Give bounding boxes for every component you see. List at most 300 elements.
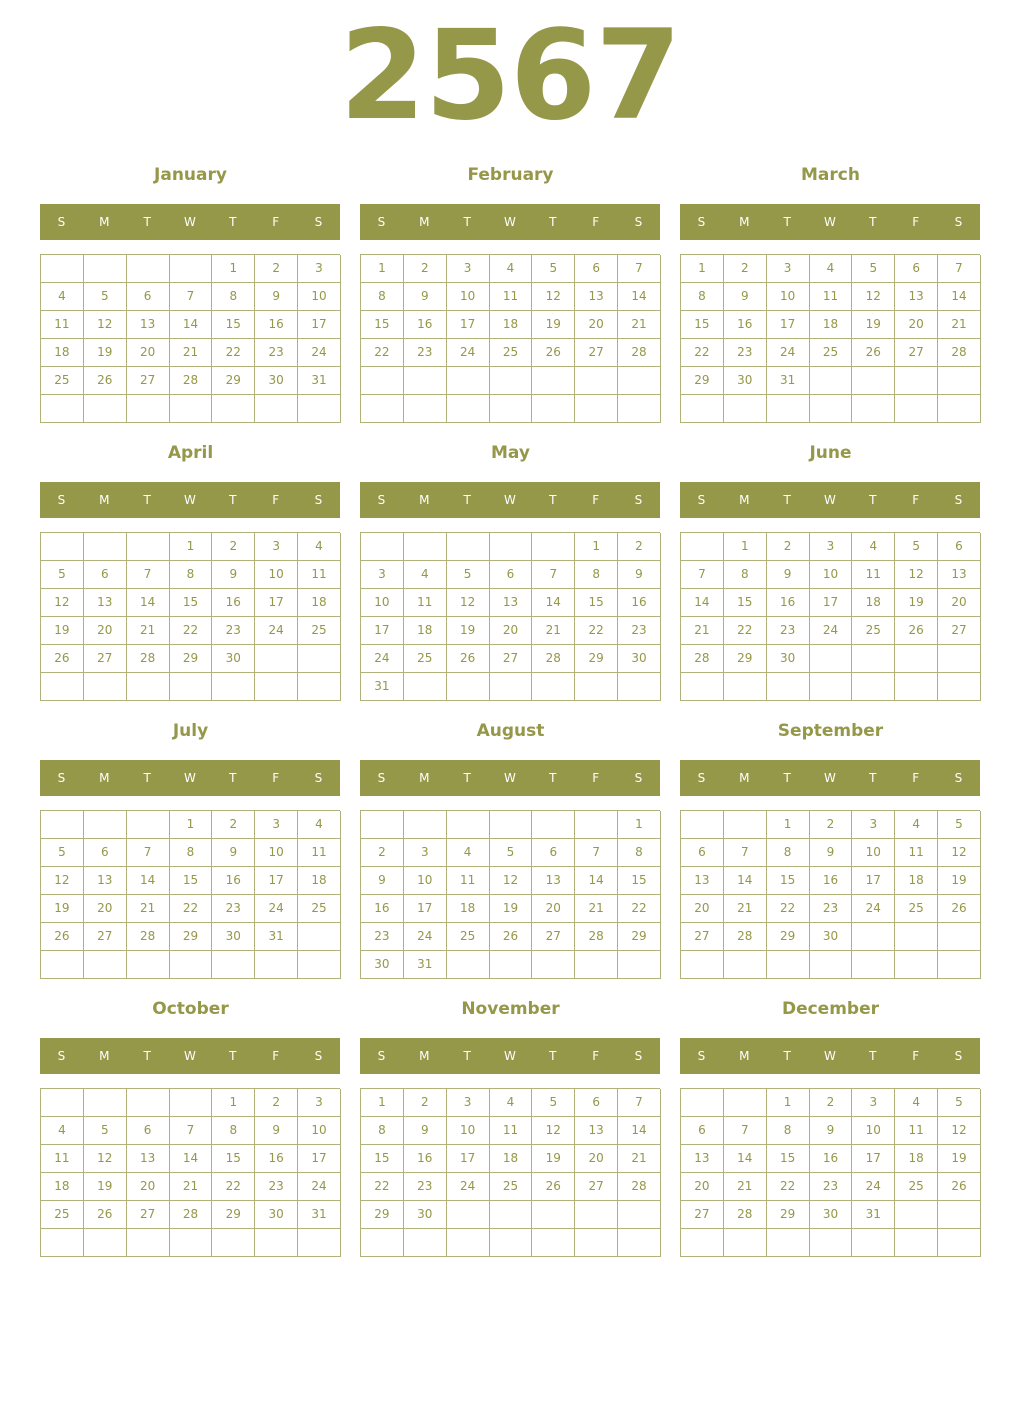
day-cell[interactable]: 29 — [681, 367, 724, 395]
day-cell[interactable]: 22 — [212, 1173, 255, 1201]
day-cell[interactable]: 28 — [532, 645, 575, 673]
day-cell[interactable]: 18 — [298, 867, 341, 895]
day-cell[interactable]: 14 — [170, 311, 213, 339]
day-cell[interactable]: 1 — [170, 533, 213, 561]
day-cell[interactable]: 31 — [404, 951, 447, 979]
day-cell[interactable]: 25 — [810, 339, 853, 367]
day-cell[interactable]: 16 — [212, 589, 255, 617]
day-cell[interactable]: 1 — [618, 811, 661, 839]
day-cell[interactable]: 12 — [41, 867, 84, 895]
day-cell[interactable]: 16 — [212, 867, 255, 895]
day-cell[interactable]: 17 — [298, 1145, 341, 1173]
day-cell[interactable]: 27 — [681, 923, 724, 951]
day-cell[interactable]: 2 — [404, 1089, 447, 1117]
day-cell[interactable]: 21 — [170, 339, 213, 367]
day-cell[interactable]: 1 — [212, 255, 255, 283]
day-cell[interactable]: 17 — [255, 589, 298, 617]
day-cell[interactable]: 31 — [852, 1201, 895, 1229]
day-cell[interactable]: 25 — [895, 1173, 938, 1201]
day-cell[interactable]: 3 — [447, 1089, 490, 1117]
day-cell[interactable]: 20 — [575, 1145, 618, 1173]
day-cell[interactable]: 20 — [490, 617, 533, 645]
day-cell[interactable]: 30 — [255, 367, 298, 395]
day-cell[interactable]: 7 — [618, 1089, 661, 1117]
day-cell[interactable]: 21 — [724, 1173, 767, 1201]
day-cell[interactable]: 18 — [41, 1173, 84, 1201]
day-cell[interactable]: 17 — [447, 311, 490, 339]
day-cell[interactable]: 4 — [298, 811, 341, 839]
day-cell[interactable]: 29 — [575, 645, 618, 673]
day-cell[interactable]: 18 — [298, 589, 341, 617]
day-cell[interactable]: 11 — [852, 561, 895, 589]
day-cell[interactable]: 2 — [212, 811, 255, 839]
day-cell[interactable]: 11 — [41, 1145, 84, 1173]
day-cell[interactable]: 1 — [212, 1089, 255, 1117]
day-cell[interactable]: 19 — [84, 339, 127, 367]
day-cell[interactable]: 2 — [404, 255, 447, 283]
day-cell[interactable]: 4 — [490, 255, 533, 283]
day-cell[interactable]: 26 — [895, 617, 938, 645]
day-cell[interactable]: 3 — [852, 811, 895, 839]
day-cell[interactable]: 5 — [938, 1089, 981, 1117]
day-cell[interactable]: 10 — [255, 561, 298, 589]
day-cell[interactable]: 25 — [490, 339, 533, 367]
day-cell[interactable]: 28 — [724, 923, 767, 951]
day-cell[interactable]: 7 — [127, 839, 170, 867]
day-cell[interactable]: 28 — [938, 339, 981, 367]
day-cell[interactable]: 1 — [575, 533, 618, 561]
day-cell[interactable]: 23 — [767, 617, 810, 645]
day-cell[interactable]: 30 — [767, 645, 810, 673]
day-cell[interactable]: 3 — [447, 255, 490, 283]
day-cell[interactable]: 27 — [490, 645, 533, 673]
day-cell[interactable]: 22 — [767, 895, 810, 923]
day-cell[interactable]: 8 — [361, 283, 404, 311]
day-cell[interactable]: 27 — [84, 645, 127, 673]
day-cell[interactable]: 22 — [767, 1173, 810, 1201]
day-cell[interactable]: 2 — [810, 811, 853, 839]
day-cell[interactable]: 30 — [361, 951, 404, 979]
day-cell[interactable]: 29 — [724, 645, 767, 673]
day-cell[interactable]: 26 — [532, 339, 575, 367]
day-cell[interactable]: 14 — [618, 1117, 661, 1145]
day-cell[interactable]: 19 — [84, 1173, 127, 1201]
day-cell[interactable]: 22 — [618, 895, 661, 923]
day-cell[interactable]: 28 — [170, 367, 213, 395]
day-cell[interactable]: 3 — [255, 533, 298, 561]
day-cell[interactable]: 3 — [810, 533, 853, 561]
day-cell[interactable]: 11 — [810, 283, 853, 311]
day-cell[interactable]: 14 — [681, 589, 724, 617]
day-cell[interactable]: 5 — [84, 283, 127, 311]
day-cell[interactable]: 21 — [724, 895, 767, 923]
day-cell[interactable]: 4 — [447, 839, 490, 867]
day-cell[interactable]: 13 — [575, 283, 618, 311]
day-cell[interactable]: 6 — [575, 255, 618, 283]
day-cell[interactable]: 25 — [41, 367, 84, 395]
day-cell[interactable]: 22 — [170, 617, 213, 645]
day-cell[interactable]: 7 — [618, 255, 661, 283]
day-cell[interactable]: 30 — [404, 1201, 447, 1229]
day-cell[interactable]: 26 — [41, 645, 84, 673]
day-cell[interactable]: 8 — [575, 561, 618, 589]
day-cell[interactable]: 23 — [212, 895, 255, 923]
day-cell[interactable]: 15 — [681, 311, 724, 339]
day-cell[interactable]: 24 — [255, 895, 298, 923]
day-cell[interactable]: 31 — [255, 923, 298, 951]
day-cell[interactable]: 13 — [532, 867, 575, 895]
day-cell[interactable]: 26 — [84, 367, 127, 395]
day-cell[interactable]: 1 — [170, 811, 213, 839]
day-cell[interactable]: 26 — [84, 1201, 127, 1229]
day-cell[interactable]: 20 — [681, 1173, 724, 1201]
day-cell[interactable]: 6 — [895, 255, 938, 283]
day-cell[interactable]: 10 — [767, 283, 810, 311]
day-cell[interactable]: 7 — [938, 255, 981, 283]
day-cell[interactable]: 5 — [532, 1089, 575, 1117]
day-cell[interactable]: 12 — [84, 311, 127, 339]
day-cell[interactable]: 1 — [767, 1089, 810, 1117]
day-cell[interactable]: 30 — [212, 645, 255, 673]
day-cell[interactable]: 21 — [618, 1145, 661, 1173]
day-cell[interactable]: 11 — [895, 1117, 938, 1145]
day-cell[interactable]: 27 — [532, 923, 575, 951]
day-cell[interactable]: 8 — [767, 1117, 810, 1145]
day-cell[interactable]: 23 — [404, 1173, 447, 1201]
day-cell[interactable]: 20 — [532, 895, 575, 923]
day-cell[interactable]: 20 — [84, 895, 127, 923]
day-cell[interactable]: 27 — [575, 1173, 618, 1201]
day-cell[interactable]: 27 — [127, 367, 170, 395]
day-cell[interactable]: 23 — [810, 1173, 853, 1201]
day-cell[interactable]: 17 — [255, 867, 298, 895]
day-cell[interactable]: 22 — [212, 339, 255, 367]
day-cell[interactable]: 18 — [404, 617, 447, 645]
day-cell[interactable]: 16 — [255, 1145, 298, 1173]
day-cell[interactable]: 31 — [298, 1201, 341, 1229]
day-cell[interactable]: 19 — [938, 867, 981, 895]
day-cell[interactable]: 19 — [490, 895, 533, 923]
day-cell[interactable]: 18 — [895, 1145, 938, 1173]
day-cell[interactable]: 9 — [255, 1117, 298, 1145]
day-cell[interactable]: 2 — [618, 533, 661, 561]
day-cell[interactable]: 17 — [852, 867, 895, 895]
day-cell[interactable]: 10 — [852, 1117, 895, 1145]
day-cell[interactable]: 1 — [724, 533, 767, 561]
day-cell[interactable]: 28 — [618, 1173, 661, 1201]
day-cell[interactable]: 30 — [724, 367, 767, 395]
day-cell[interactable]: 10 — [404, 867, 447, 895]
day-cell[interactable]: 1 — [361, 1089, 404, 1117]
day-cell[interactable]: 18 — [490, 311, 533, 339]
day-cell[interactable]: 8 — [724, 561, 767, 589]
day-cell[interactable]: 4 — [298, 533, 341, 561]
day-cell[interactable]: 14 — [127, 589, 170, 617]
day-cell[interactable]: 5 — [938, 811, 981, 839]
day-cell[interactable]: 9 — [767, 561, 810, 589]
day-cell[interactable]: 15 — [170, 589, 213, 617]
day-cell[interactable]: 19 — [895, 589, 938, 617]
day-cell[interactable]: 20 — [127, 339, 170, 367]
day-cell[interactable]: 22 — [170, 895, 213, 923]
day-cell[interactable]: 26 — [447, 645, 490, 673]
day-cell[interactable]: 4 — [41, 283, 84, 311]
day-cell[interactable]: 25 — [447, 923, 490, 951]
day-cell[interactable]: 24 — [447, 1173, 490, 1201]
day-cell[interactable]: 4 — [490, 1089, 533, 1117]
day-cell[interactable]: 15 — [575, 589, 618, 617]
day-cell[interactable]: 15 — [724, 589, 767, 617]
day-cell[interactable]: 7 — [724, 839, 767, 867]
day-cell[interactable]: 28 — [170, 1201, 213, 1229]
day-cell[interactable]: 16 — [404, 1145, 447, 1173]
day-cell[interactable]: 21 — [575, 895, 618, 923]
day-cell[interactable]: 20 — [895, 311, 938, 339]
day-cell[interactable]: 2 — [724, 255, 767, 283]
day-cell[interactable]: 30 — [810, 923, 853, 951]
day-cell[interactable]: 10 — [447, 1117, 490, 1145]
day-cell[interactable]: 26 — [938, 1173, 981, 1201]
day-cell[interactable]: 29 — [170, 645, 213, 673]
day-cell[interactable]: 12 — [852, 283, 895, 311]
day-cell[interactable]: 18 — [447, 895, 490, 923]
day-cell[interactable]: 7 — [170, 283, 213, 311]
day-cell[interactable]: 13 — [938, 561, 981, 589]
day-cell[interactable]: 9 — [255, 283, 298, 311]
day-cell[interactable]: 19 — [447, 617, 490, 645]
day-cell[interactable]: 8 — [618, 839, 661, 867]
day-cell[interactable]: 23 — [212, 617, 255, 645]
day-cell[interactable]: 18 — [490, 1145, 533, 1173]
day-cell[interactable]: 7 — [170, 1117, 213, 1145]
day-cell[interactable]: 2 — [810, 1089, 853, 1117]
day-cell[interactable]: 25 — [298, 617, 341, 645]
day-cell[interactable]: 30 — [255, 1201, 298, 1229]
day-cell[interactable]: 21 — [681, 617, 724, 645]
day-cell[interactable]: 10 — [298, 283, 341, 311]
day-cell[interactable]: 8 — [212, 1117, 255, 1145]
day-cell[interactable]: 7 — [575, 839, 618, 867]
day-cell[interactable]: 16 — [404, 311, 447, 339]
day-cell[interactable]: 18 — [895, 867, 938, 895]
day-cell[interactable]: 27 — [127, 1201, 170, 1229]
day-cell[interactable]: 29 — [170, 923, 213, 951]
day-cell[interactable]: 29 — [767, 923, 810, 951]
day-cell[interactable]: 10 — [852, 839, 895, 867]
day-cell[interactable]: 26 — [532, 1173, 575, 1201]
day-cell[interactable]: 29 — [212, 1201, 255, 1229]
day-cell[interactable]: 22 — [575, 617, 618, 645]
day-cell[interactable]: 1 — [681, 255, 724, 283]
day-cell[interactable]: 23 — [255, 1173, 298, 1201]
day-cell[interactable]: 19 — [41, 895, 84, 923]
day-cell[interactable]: 5 — [532, 255, 575, 283]
day-cell[interactable]: 12 — [938, 839, 981, 867]
day-cell[interactable]: 22 — [724, 617, 767, 645]
day-cell[interactable]: 6 — [490, 561, 533, 589]
day-cell[interactable]: 19 — [532, 311, 575, 339]
day-cell[interactable]: 13 — [127, 1145, 170, 1173]
day-cell[interactable]: 25 — [852, 617, 895, 645]
day-cell[interactable]: 26 — [938, 895, 981, 923]
day-cell[interactable]: 11 — [490, 1117, 533, 1145]
day-cell[interactable]: 28 — [618, 339, 661, 367]
day-cell[interactable]: 13 — [84, 589, 127, 617]
day-cell[interactable]: 24 — [298, 1173, 341, 1201]
day-cell[interactable]: 19 — [41, 617, 84, 645]
day-cell[interactable]: 16 — [810, 1145, 853, 1173]
day-cell[interactable]: 23 — [361, 923, 404, 951]
day-cell[interactable]: 15 — [618, 867, 661, 895]
day-cell[interactable]: 28 — [127, 923, 170, 951]
day-cell[interactable]: 5 — [41, 561, 84, 589]
day-cell[interactable]: 23 — [255, 339, 298, 367]
day-cell[interactable]: 24 — [767, 339, 810, 367]
day-cell[interactable]: 20 — [575, 311, 618, 339]
day-cell[interactable]: 9 — [361, 867, 404, 895]
day-cell[interactable]: 6 — [938, 533, 981, 561]
day-cell[interactable]: 28 — [127, 645, 170, 673]
day-cell[interactable]: 3 — [852, 1089, 895, 1117]
day-cell[interactable]: 27 — [895, 339, 938, 367]
day-cell[interactable]: 17 — [852, 1145, 895, 1173]
day-cell[interactable]: 15 — [361, 311, 404, 339]
day-cell[interactable]: 4 — [895, 811, 938, 839]
day-cell[interactable]: 8 — [361, 1117, 404, 1145]
day-cell[interactable]: 12 — [532, 1117, 575, 1145]
day-cell[interactable]: 20 — [84, 617, 127, 645]
day-cell[interactable]: 15 — [767, 1145, 810, 1173]
day-cell[interactable]: 28 — [724, 1201, 767, 1229]
day-cell[interactable]: 9 — [810, 1117, 853, 1145]
day-cell[interactable]: 3 — [361, 561, 404, 589]
day-cell[interactable]: 13 — [681, 1145, 724, 1173]
day-cell[interactable]: 16 — [361, 895, 404, 923]
day-cell[interactable]: 3 — [404, 839, 447, 867]
day-cell[interactable]: 15 — [212, 311, 255, 339]
day-cell[interactable]: 27 — [84, 923, 127, 951]
day-cell[interactable]: 9 — [404, 283, 447, 311]
day-cell[interactable]: 13 — [490, 589, 533, 617]
day-cell[interactable]: 15 — [212, 1145, 255, 1173]
day-cell[interactable]: 21 — [938, 311, 981, 339]
day-cell[interactable]: 17 — [361, 617, 404, 645]
day-cell[interactable]: 29 — [212, 367, 255, 395]
day-cell[interactable]: 29 — [618, 923, 661, 951]
day-cell[interactable]: 14 — [724, 867, 767, 895]
day-cell[interactable]: 6 — [84, 839, 127, 867]
day-cell[interactable]: 12 — [938, 1117, 981, 1145]
day-cell[interactable]: 11 — [447, 867, 490, 895]
day-cell[interactable]: 31 — [361, 673, 404, 701]
day-cell[interactable]: 11 — [298, 839, 341, 867]
day-cell[interactable]: 8 — [170, 561, 213, 589]
day-cell[interactable]: 9 — [810, 839, 853, 867]
day-cell[interactable]: 5 — [895, 533, 938, 561]
day-cell[interactable]: 27 — [575, 339, 618, 367]
day-cell[interactable]: 5 — [41, 839, 84, 867]
day-cell[interactable]: 26 — [852, 339, 895, 367]
day-cell[interactable]: 24 — [361, 645, 404, 673]
day-cell[interactable]: 24 — [852, 895, 895, 923]
day-cell[interactable]: 14 — [170, 1145, 213, 1173]
day-cell[interactable]: 13 — [575, 1117, 618, 1145]
day-cell[interactable]: 17 — [298, 311, 341, 339]
day-cell[interactable]: 7 — [724, 1117, 767, 1145]
day-cell[interactable]: 4 — [895, 1089, 938, 1117]
day-cell[interactable]: 16 — [810, 867, 853, 895]
day-cell[interactable]: 6 — [84, 561, 127, 589]
day-cell[interactable]: 23 — [810, 895, 853, 923]
day-cell[interactable]: 28 — [681, 645, 724, 673]
day-cell[interactable]: 3 — [255, 811, 298, 839]
day-cell[interactable]: 7 — [532, 561, 575, 589]
day-cell[interactable]: 19 — [532, 1145, 575, 1173]
day-cell[interactable]: 21 — [127, 617, 170, 645]
day-cell[interactable]: 6 — [575, 1089, 618, 1117]
day-cell[interactable]: 28 — [575, 923, 618, 951]
day-cell[interactable]: 12 — [447, 589, 490, 617]
day-cell[interactable]: 12 — [84, 1145, 127, 1173]
day-cell[interactable]: 24 — [810, 617, 853, 645]
day-cell[interactable]: 6 — [681, 1117, 724, 1145]
day-cell[interactable]: 4 — [404, 561, 447, 589]
day-cell[interactable]: 19 — [938, 1145, 981, 1173]
day-cell[interactable]: 20 — [127, 1173, 170, 1201]
day-cell[interactable]: 7 — [127, 561, 170, 589]
day-cell[interactable]: 27 — [681, 1201, 724, 1229]
day-cell[interactable]: 4 — [810, 255, 853, 283]
day-cell[interactable]: 23 — [618, 617, 661, 645]
day-cell[interactable]: 24 — [852, 1173, 895, 1201]
day-cell[interactable]: 11 — [404, 589, 447, 617]
day-cell[interactable]: 15 — [767, 867, 810, 895]
day-cell[interactable]: 17 — [447, 1145, 490, 1173]
day-cell[interactable]: 21 — [532, 617, 575, 645]
day-cell[interactable]: 5 — [84, 1117, 127, 1145]
day-cell[interactable]: 23 — [724, 339, 767, 367]
day-cell[interactable]: 14 — [724, 1145, 767, 1173]
day-cell[interactable]: 15 — [361, 1145, 404, 1173]
day-cell[interactable]: 6 — [532, 839, 575, 867]
day-cell[interactable]: 18 — [810, 311, 853, 339]
day-cell[interactable]: 9 — [724, 283, 767, 311]
day-cell[interactable]: 19 — [852, 311, 895, 339]
day-cell[interactable]: 25 — [895, 895, 938, 923]
day-cell[interactable]: 14 — [618, 283, 661, 311]
day-cell[interactable]: 11 — [895, 839, 938, 867]
day-cell[interactable]: 30 — [212, 923, 255, 951]
day-cell[interactable]: 6 — [681, 839, 724, 867]
day-cell[interactable]: 2 — [255, 1089, 298, 1117]
day-cell[interactable]: 5 — [852, 255, 895, 283]
day-cell[interactable]: 20 — [938, 589, 981, 617]
day-cell[interactable]: 31 — [767, 367, 810, 395]
day-cell[interactable]: 2 — [255, 255, 298, 283]
day-cell[interactable]: 17 — [767, 311, 810, 339]
day-cell[interactable]: 18 — [852, 589, 895, 617]
day-cell[interactable]: 31 — [298, 367, 341, 395]
day-cell[interactable]: 15 — [170, 867, 213, 895]
day-cell[interactable]: 29 — [767, 1201, 810, 1229]
day-cell[interactable]: 8 — [170, 839, 213, 867]
day-cell[interactable]: 5 — [447, 561, 490, 589]
day-cell[interactable]: 23 — [404, 339, 447, 367]
day-cell[interactable]: 5 — [490, 839, 533, 867]
day-cell[interactable]: 12 — [532, 283, 575, 311]
day-cell[interactable]: 3 — [298, 1089, 341, 1117]
day-cell[interactable]: 11 — [490, 283, 533, 311]
